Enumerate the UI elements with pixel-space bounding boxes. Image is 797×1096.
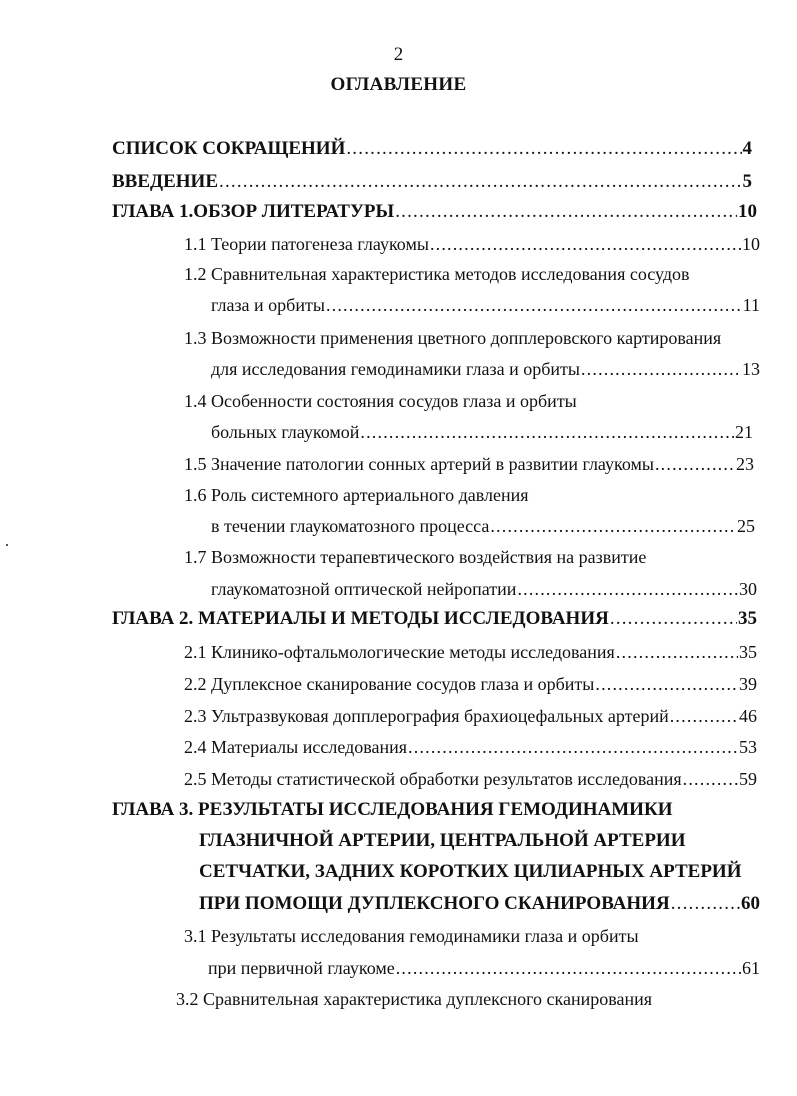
toc-entry-label: 2.5 Методы статистической обработки результатов исследования — [184, 769, 682, 789]
toc-entry-label: ВВЕДЕНИЕ — [112, 171, 218, 192]
toc-entry-1-2[interactable] — [184, 263, 760, 285]
toc-entry-chapter-3-cont-3[interactable] — [199, 893, 760, 915]
toc-entry-1-4[interactable] — [184, 390, 760, 412]
toc-entry-chapter-2[interactable] — [112, 608, 757, 630]
toc-entry-label: глаукоматозной оптической нейропатии — [211, 579, 517, 599]
dot-leader — [610, 608, 737, 630]
toc-entry-label: при первичной глаукоме — [208, 958, 395, 978]
toc-entry-label: 2.3 Ультразвуковая допплерография брахиоцефальных артерий — [184, 706, 669, 726]
toc-entry-label: 1.4 Особенности состояния сосудов глаза и орбиты — [184, 391, 577, 411]
toc-entry-label: ГЛАЗНИЧНОЙ АРТЕРИИ, ЦЕНТРАЛЬНОЙ АРТЕРИИ — [199, 830, 686, 851]
page-number: 2 — [393, 44, 404, 65]
toc-entry-page: 46 — [739, 706, 757, 726]
toc-entry-page: 35 — [739, 642, 757, 662]
toc-entry-1-2-cont[interactable] — [211, 294, 760, 316]
toc-entry-1-7-cont[interactable] — [211, 578, 757, 600]
toc-entry-page: 35 — [738, 608, 757, 629]
dot-leader — [360, 421, 734, 443]
toc-entry-page: 59 — [739, 769, 757, 789]
toc-entry-introduction[interactable] — [112, 171, 752, 193]
dot-leader — [326, 294, 742, 316]
dot-leader — [346, 138, 741, 160]
toc-entry-label: 1.2 Сравнительная характеристика методов исследования сосудов — [184, 264, 690, 284]
dot-leader — [395, 201, 737, 223]
toc-entry-3-2[interactable] — [176, 988, 760, 1010]
toc-entry-1-5[interactable] — [184, 453, 754, 475]
toc-entry-page: 53 — [739, 737, 757, 757]
dot-leader — [616, 641, 738, 663]
toc-entry-label: 1.7 Возможности терапевтического воздействия на развитие — [184, 547, 647, 567]
toc-entry-label: ПРИ ПОМОЩИ ДУПЛЕКСНОГО СКАНИРОВАНИЯ — [199, 893, 670, 914]
toc-entry-chapter-3-cont-1[interactable] — [199, 830, 757, 852]
toc-entry-page: 60 — [741, 893, 760, 914]
toc-entry-label: 3.2 Сравнительная характеристика дуплексного сканирования — [176, 989, 653, 1009]
dot-leader — [430, 233, 741, 255]
toc-entry-1-6[interactable] — [184, 484, 760, 506]
dot-leader — [408, 736, 738, 758]
dot-leader — [670, 705, 738, 727]
toc-entry-1-7[interactable] — [184, 546, 760, 568]
toc-entry-page: 4 — [742, 138, 752, 159]
toc-entry-2-4[interactable] — [184, 736, 757, 758]
toc-entry-label: 1.5 Значение патологии сонных артерий в развитии глаукомы — [184, 454, 654, 474]
toc-entry-label: 2.1 Клинико-офтальмологические методы исследования — [184, 642, 615, 662]
toc-entry-2-2[interactable] — [184, 673, 757, 695]
toc-entry-chapter-3[interactable] — [112, 799, 757, 821]
scan-speck — [6, 544, 8, 546]
toc-entry-label: ГЛАВА 3. РЕЗУЛЬТАТЫ ИССЛЕДОВАНИЯ ГЕМОДИНАМИКИ — [112, 799, 673, 820]
toc-entry-label: ГЛАВА 2. МАТЕРИАЛЫ И МЕТОДЫ ИССЛЕДОВАНИЯ — [112, 608, 609, 629]
toc-entry-label: 3.1 Результаты исследования гемодинамики глаза и орбиты — [184, 926, 639, 946]
toc-entry-page: 10 — [738, 201, 757, 222]
toc-entry-1-3[interactable] — [184, 327, 760, 349]
toc-heading: ОГЛАВЛЕНИЕ — [330, 74, 467, 95]
toc-entry-label: СЕТЧАТКИ, ЗАДНИХ КОРОТКИХ ЦИЛИАРНЫХ АРТЕРИЙ — [199, 861, 742, 882]
toc-entry-label: СПИСОК СОКРАЩЕНИЙ — [112, 138, 346, 159]
dot-leader — [671, 893, 740, 915]
toc-entry-2-3[interactable] — [184, 705, 757, 727]
dot-leader — [396, 957, 741, 979]
toc-entry-page: 11 — [742, 295, 760, 315]
dot-leader — [655, 453, 735, 475]
toc-entry-chapter-1[interactable] — [112, 201, 757, 223]
toc-entry-1-3-cont[interactable] — [211, 358, 760, 380]
toc-entry-page: 23 — [736, 454, 754, 474]
toc-entry-3-1[interactable] — [184, 925, 760, 947]
dot-leader — [595, 673, 738, 695]
toc-entry-label: 2.2 Дуплексное сканирование сосудов глаза и орбиты — [184, 674, 595, 694]
toc-entry-page: 21 — [735, 422, 753, 442]
toc-entry-page: 10 — [742, 234, 760, 254]
toc-entry-label: ГЛАВА 1.ОБЗОР ЛИТЕРАТУРЫ — [112, 201, 395, 222]
toc-entry-chapter-3-cont-2[interactable] — [199, 861, 757, 883]
toc-entry-1-4-cont[interactable] — [211, 421, 753, 443]
toc-entry-3-1-cont[interactable] — [208, 957, 760, 979]
dot-leader — [517, 578, 738, 600]
toc-entry-2-5[interactable] — [184, 768, 757, 790]
toc-entry-label: глаза и орбиты — [211, 295, 325, 315]
dot-leader — [219, 171, 742, 193]
toc-entry-page: 13 — [742, 359, 760, 379]
toc-entry-1-6-cont[interactable] — [211, 515, 755, 537]
toc-entry-label: 1.3 Возможности применения цветного допплеровского картирования — [184, 328, 722, 348]
toc-entry-page: 61 — [742, 958, 760, 978]
toc-entry-label: в течении глаукоматозного процесса — [211, 516, 490, 536]
toc-entry-label: больных глаукомой — [211, 422, 360, 442]
toc-entry-page: 30 — [739, 579, 757, 599]
toc-entry-label: 2.4 Материалы исследования — [184, 737, 408, 757]
toc-entry-label: 1.6 Роль системного артериального давления — [184, 485, 529, 505]
toc-entry-page: 25 — [737, 516, 755, 536]
toc-entry-2-1[interactable] — [184, 641, 757, 663]
toc-entry-abbreviations[interactable] — [112, 138, 752, 160]
toc-entry-page: 5 — [742, 171, 752, 192]
toc-entry-label: 1.1 Теории патогенеза глаукомы — [184, 234, 429, 254]
dot-leader — [490, 515, 736, 537]
toc-entry-page: 39 — [739, 674, 757, 694]
toc-entry-label: для исследования гемодинамики глаза и орбиты — [211, 359, 580, 379]
dot-leader — [581, 358, 741, 380]
dot-leader — [683, 768, 738, 790]
toc-entry-1-1[interactable] — [184, 233, 760, 255]
